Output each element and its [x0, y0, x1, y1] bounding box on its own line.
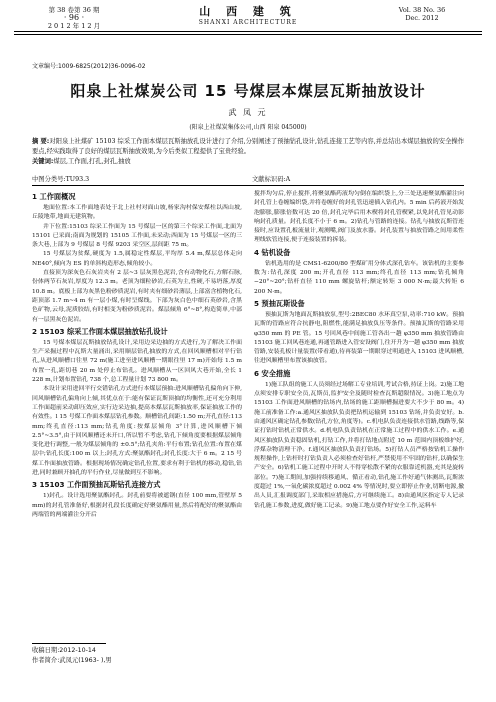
running-header	[14, 6, 482, 50]
clc-number: 中图分类号:TU93.3	[32, 176, 90, 183]
abstract-divider	[32, 185, 464, 186]
volume-issue-cn: 第 38 卷第 36 期	[48, 6, 100, 14]
section-heading: 4 钻机设备	[254, 247, 291, 257]
section-heading: 5 预抽瓦斯设备	[254, 298, 305, 308]
body-paragraph: 1)封孔。设计选用聚氨酯封孔。封孔前要将被遮钢(直径 100 mm,管壁厚 5 mm)的封孔管准备好,根据封孔段长度确定好聚氨酯用量,然后将配好的聚氨酯由两端管的两端灌注分开后	[32, 493, 242, 518]
date-cn: 2 0 1 2 年 1 2 月	[47, 22, 101, 30]
body-paragraph: 地面位置:本工作面地表处于北上社村对面山坡,杨家沟村保安煤柱以西山坡,丘陵地带,地面无建筑物。	[32, 205, 242, 221]
body-paragraph: 搅拌均匀后,停止搅拌,将聚氨酯药液均匀倒在编织袋上,分三处迅速聚氨酯灌注向封孔管上卷缠编织袋,并将卷缠好的封孔管迅速插入钻孔内。5 min 后药液开始发泡膨胀,膨胀倍数可达 20 倍,封孔完毕后用木楔将封孔管楔紧,以免封孔管见动影响封孔质量。封孔长度不小于 6 m。2)钻孔与管路的连接。钻孔与抽放瓦斯管连接时,应设置孔板流量计,观测嘴,阀门及放水器。封孔装置与抽放管路之间用柔性理线软管连接,便于连接装置的拆装。	[254, 191, 464, 244]
keywords-text: 煤层,工作面,打孔,封孔,抽放	[53, 158, 131, 165]
header-right	[362, 6, 482, 22]
author-name: 武 凤 元	[228, 108, 268, 117]
section-heading: 2 15103 综采工作面本煤层抽放钻孔设计	[32, 326, 168, 336]
body-paragraph: 钻机选用的是 CMS1-6200/80 型煤矿用分体式深孔钻车。该钻机的主要参数为:钻孔深度 200 m;开孔直径 113 mm;终孔直径 113 mm;钻孔倾角 −20°~20°;钻杆直径 110 mm 螺旋钻杆;额定转矩 3 000 N·m;最大转矩 6 200 N·m。	[254, 260, 464, 295]
date-en: Dec. 2012	[405, 14, 439, 22]
footnote	[32, 646, 112, 666]
document-code: 文献标识码:A	[252, 176, 291, 183]
body-paragraph: 15 号煤层为贫煤,硬度为 1.5,属稳定性煤层,平均厚 5.4 m,煤层总体走向 NE40°,倾向为 ES 的单斜构造形态,倾角较小。	[32, 251, 242, 267]
page-number: · 96 ·	[63, 13, 85, 22]
body-paragraph: 本设计采用进回平行交错钻孔方式进行本煤层预抽:进风顺槽钻孔偏角向下伸,回风顺槽钻孔偏角向上倾,其优点在于:能有保证瓦斯顶抽的均衡性,还可充分利用工作面超前采动卸压效应,实行边采边抽,提高本煤层瓦斯抽放率,保证抽放工作的有效性。l 15 号煤工作面本煤层钻孔参数。顺槽钻孔间距:1.50 m;开孔直径:113 mm;终孔直径:113 mm;钻孔角度:按煤层倾角 3°计算,进风顺槽下倾 2.5°~3.5°,由于回风顺槽还未开口,所以暂不考虑,钻孔下倾角度要根据煤层倾角变化进行调整,一般为煤层倾角的 ±0.5°;钻孔夹角:平行布置;钻孔位置:布置在煤层中;钻孔长度:100 m 以上;封孔方式:聚氨酯封孔;封孔长度:大于 6 m。2 15 号煤工作面抽放管路。根据现场情况确定钻孔位置,要求有利于钻机的移动,稳钻,钻进,同时兼顾开抽孔的平行作业,尽量做到互不影响。	[32, 386, 242, 477]
body-column-right	[254, 190, 464, 511]
body-paragraph: 直接顶为深灰色石灰岩夹有 2 层~3 层灰黑色泥岩,含有动物化石,方解石脉,份体两节石灰岩,厚度为 12.3 m。老顶为细粒砂岩,石英为主,性硬,不易坍落,厚度 10.8 m。底板上部为灰黑色粉砂质泥岩,有时夹有细砂岩薄层,上部富含植物化石,距顶部 1.7 m~4 m 有一层小煤,有时呈煤线。下部为灰白色中细石英砂岩,含黑色矿物,云母,泥质胶结,有时相变为粉砂质泥岩。煤层倾角 6°~8°,构造简单,中部有一层黑灰色泥岩。	[32, 270, 242, 323]
header-rule-thick	[14, 31, 482, 32]
abstract-block	[32, 137, 464, 167]
abstract-label: 摘 要:	[32, 138, 50, 145]
volume-issue-en: Vol. 38 No. 36	[398, 6, 446, 14]
body-paragraph: 井下位置:15103 综采工作面为 15 号煤层一区的第三个综采工作面,北面为 15101 已采面;南面为规划的 15105 工作面,未采动;西面为 15 号煤层一区的三条大巷,上部为 9 号煤层 8 号煤 9203 采空区,层间距 75 m。	[32, 223, 242, 249]
section-heading: 3 15103 工作面预抽瓦斯钻孔连接方式	[32, 480, 161, 490]
body-paragraph: 15 号煤本煤层瓦斯抽放钻孔设计,采用边采边抽的方式进行,为了解决工作面生产采掘过程中瓦斯大量涌出,采用顺层钻孔抽放的方式,在回风顺槽相对平行钻孔,从进风顺槽口往里 72 m(施工进至进风顺槽一期眼往里 17 m)开始每 1.5 m 布置一孔,距切巷 20 m 处停止布钻孔。进风顺槽从一区回风大巷开始,全长 1 228 m,计划布置钻孔 738 个,总工程量计划 73 800 m。	[32, 339, 242, 384]
author-bio: 作者简介:武凤元(1963- ),男	[32, 657, 112, 664]
section-heading: 1 工作面概况	[32, 192, 76, 201]
body-paragraph: 预抽瓦斯为地面瓦斯抽放泵,型号:2BEC80 水环真空泵,功率:710 kW。预抽瓦斯的管路应符合抗静电,阻燃性,能满足抽放负压等条件。预抽瓦斯的管路采用 φ350 mm 的 PE 管。15 号回风巷中间施工管各出一趟 φ350 mm 抽放管路由 15103 施工回风巷连通,再通管路进入管安设阀门,往开升为一趟 φ350 mm 抽放管路,安装孔板计量装置(带看通),待再装第一期眼穿过明通进入 15103 进风顺槽,往进风顺槽里布置该抽放管。	[254, 311, 464, 365]
affiliation: (阳泉上社煤炭集体公司,山西 阳泉 045000)	[189, 124, 307, 131]
body-paragraph: 1)施工队组的施工人员须经过场解工专业培训,考试合格,持证上岗。2)施工地点须安排专职安全员,瓦斯员,监护安全及随时检查瓦斯超限情况。3)施工地点为 15103 工作面进风顺槽的钻场内,钻场的施工距顺槽掘进要大不少于 80 m。4)施工前准备工作:a.通风区抽放队负责把钻机运输到 15103 钻场,并负责安好。b.由通风区确定钻孔参数(钻孔方位,角度等)。c.机电队负责连接供水管路,线路等,保证打钻时钻机正常供水。d.机电队负责钻机在正常施工过程中的供水工作。e.通风区抽放队负责稳固钻机,打钻工作,并将打钻地点附近 10 m 范围内顶板维护好,浮煤杂物清理干净。f.通风区抽放队负责打钻场。5)打钻人员严格按钻机工操作规程操作,上钻杆时打钻负责人必须检查好钻杆,严禁使用不牢固的钻杆,以确保生产安全。6)钻机工施工过程中开时人不得穿松散不紧的衣服靠近机器,充其是旋转部位。7)施工期间,加强持续移通风、循正看动,钻孔施工作好通气体测出,瓦斯浓度超过 1%,一氧化碳浓度超过 0.002 4% 等情况时,要立即停止作业,切断电源,撤出人员,汇报调度部门,采取相应措施后,方可继续施工。8)由通风区指定专人记录钻孔施工参数,进度,做好施工记录。9)施工地点要作好安全工作,运料车	[254, 381, 464, 509]
header-rule-thin	[14, 34, 482, 35]
journal-name-cn: 山 西 建 筑	[199, 5, 297, 18]
paper-title: 阳泉上社煤炭公司 15 号煤层本煤层瓦斯抽放设计	[70, 82, 426, 100]
body-column-left	[32, 190, 242, 520]
keywords-label: 关键词:	[32, 158, 54, 165]
footnote-divider	[32, 643, 106, 644]
article-number: 文章编号:1009-6825(2012)36-0096-02	[32, 63, 146, 70]
journal-name-en: SHANXI ARCHITECTURE	[198, 19, 298, 26]
received-date: 收稿日期:2012-10-14	[32, 647, 96, 654]
section-heading: 6 安全措施	[254, 368, 291, 378]
abstract-text: 对阳泉上社煤矿 15103 综采工作面本煤层瓦斯抽放孔设计进行了介绍,分别阐述了预抽钻孔设计,钻孔连接工艺等内容,并总结出本煤层抽放的安全操作要点,经实践取得了良好的煤层瓦斯抽放效果,为今后类似工程提供了宝贵经验。	[32, 138, 464, 155]
